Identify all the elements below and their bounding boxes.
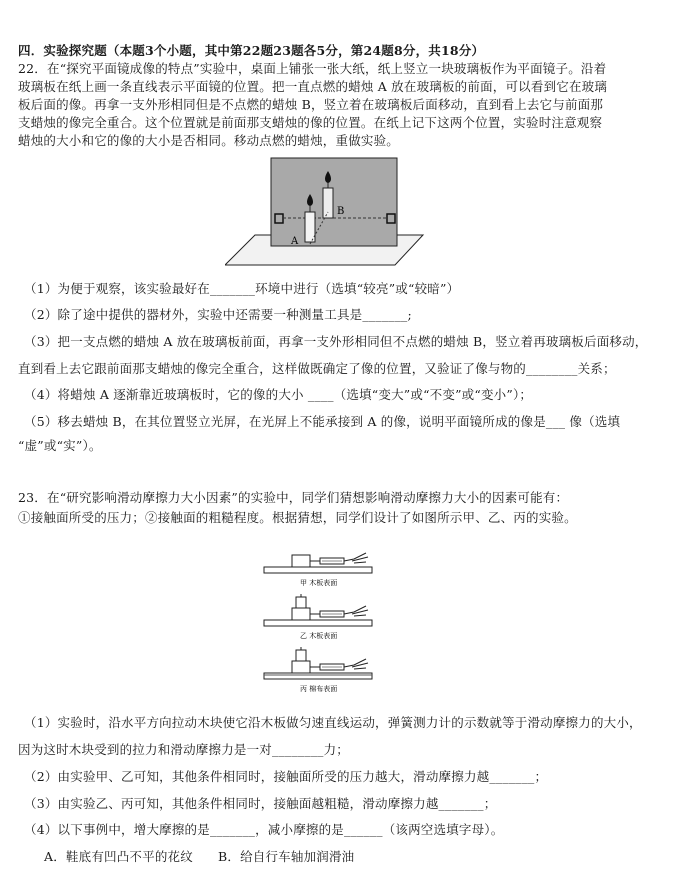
figure-caption-yi: 乙 木板表面 — [300, 632, 338, 640]
friction-figure-yi — [262, 592, 382, 644]
figure-caption-bing: 丙 棉布表面 — [300, 685, 338, 693]
q22-intro-line: 蜡烛的大小和它的像的大小是否相同。移动点燃的蜡烛，重做实验。 — [18, 133, 400, 148]
q23-intro-line: ①接触面所受的压力；②接触面的粗糙程度。根据猜想，同学们设计了如图所示甲、乙、丙的实验。 — [18, 510, 577, 525]
q22-intro-line: 支蜡烛的像完全重合。这个位置就是前面那支蜡烛的像的位置。在纸上记下这两个位置，实验时注意观察 — [18, 115, 603, 130]
q23-option-b: B．给自行车轴加润滑油 — [218, 849, 355, 864]
section-heading: 四．实验探究题（本题3个小题，其中第22题23题各5分，第24题8分，共18分） — [18, 43, 485, 58]
q22-item: （5）移去蜡烛 B，在其位置竖立光屏，在光屏上不能承接到 A 的像，说明平面镜所成的像是___ 像（选填 — [24, 414, 621, 429]
q22-item: （1）为便于观察，该实验最好在_______环境中进行（选填“较亮”或“较暗”） — [24, 281, 460, 296]
q22-intro-line: 板后面的像。再拿一支外形相同但是不点燃的蜡烛 B，竖立着在玻璃板后面移动，直到看上去它与前面那 — [18, 97, 604, 112]
friction-figure-bing — [262, 647, 382, 695]
q23-item: （1）实验时，沿水平方向拉动木块使它沿木板做匀速直线运动，弹簧测力计的示数就等于滑动摩擦力的大小， — [24, 715, 642, 730]
q22-item: （4）将蜡烛 A 逐渐靠近玻璃板时，它的像的大小 ____（选填“变大”或“不变”或“变小”）； — [24, 387, 533, 402]
q23-intro-line: 23．在“研究影响滑动摩擦力大小因素”的实验中，同学们猜想影响滑动摩擦力大小的因素可能有： — [18, 490, 569, 505]
candle-b-label: B — [337, 206, 345, 217]
q22-item: （2）除了途中提供的器材外，实验中还需要一种测量工具是_______; — [24, 307, 412, 322]
q23-option-a: A．鞋底有凹凸不平的花纹 — [44, 849, 193, 864]
figure-caption-jia: 甲 木板表面 — [300, 579, 338, 587]
q22-item: 直到看上去它跟前面那支蜡烛的像完全重合，这样做既确定了像的位置，又验证了像与物的________关系； — [18, 361, 616, 376]
q23-item: 因为这时木块受到的拉力和滑动摩擦力是一对________力； — [18, 742, 350, 757]
q23-item: （4）以下事例中，增大摩擦的是_______，减小摩擦的是______（该两空选填字母）。 — [24, 822, 504, 837]
candle-a-label: A — [291, 236, 299, 247]
q22-item: “虚”或“实”）。 — [18, 438, 102, 453]
q23-item: （3）由实验乙、丙可知，其他条件相同时，接触面越粗糙，滑动摩擦力越_______； — [24, 796, 497, 811]
q22-item: （3）把一支点燃的蜡烛 A 放在玻璃板前面，再拿一支外形相同但不点燃的蜡烛 B，竖立着再玻璃板后面移动， — [24, 334, 648, 349]
mirror-experiment-figure — [225, 150, 425, 278]
q23-item: （2）由实验甲、乙可知，其他条件相同时，接触面所受的压力越大，滑动摩擦力越_______； — [24, 769, 548, 784]
friction-figure-jia — [262, 547, 382, 591]
q22-intro-line: 玻璃板在纸上画一条直线表示平面镜的位置。把一直点燃的蜡烛 A 放在玻璃板的前面，可以看到它在玻璃 — [18, 79, 608, 94]
q22-intro-line: 22．在“探究平面镜成像的特点”实验中，桌面上铺张一张大纸，纸上竖立一块玻璃板作为平面镜子。沿着 — [18, 61, 607, 76]
